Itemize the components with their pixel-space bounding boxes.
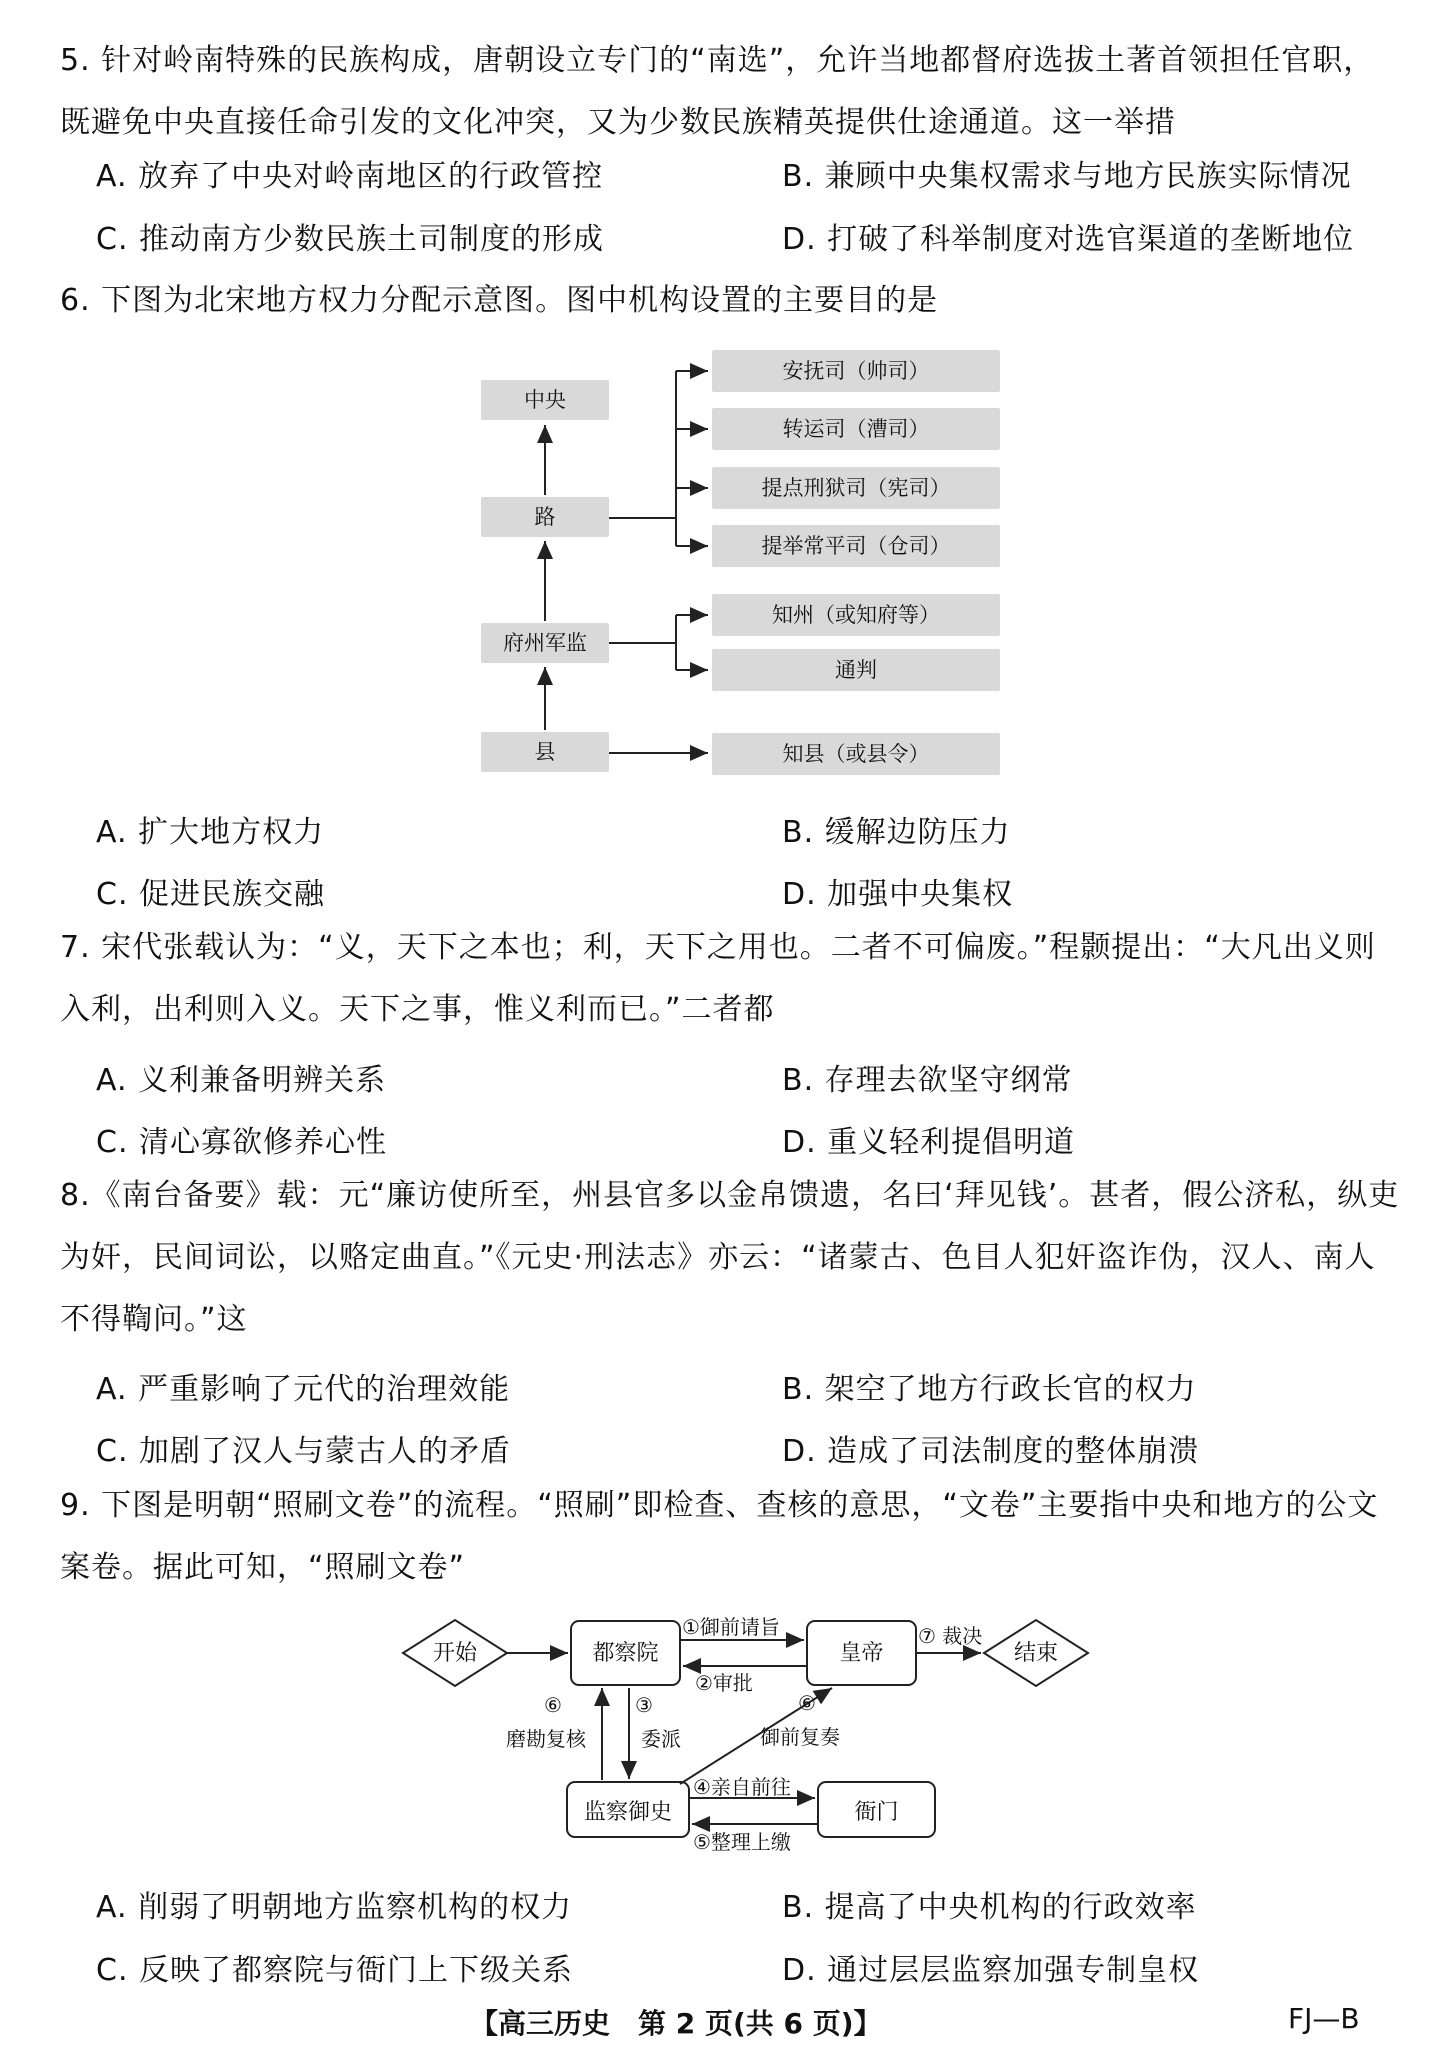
node-fuzhou: 府州军监 (481, 623, 609, 663)
branch-tidianxingyu: 提点刑狱司（宪司） (712, 467, 1000, 509)
question-6-stem: 6. 下图为北宋地方权力分配示意图。图中机构设置的主要目的是 (60, 283, 939, 318)
branch-zhixian: 知县（或县令） (712, 733, 1000, 775)
q5-option-d[interactable]: D. 打破了科举制度对选官渠道的垄断地位 (782, 222, 1355, 257)
flow-label-6b: ⑥ (798, 1691, 816, 1715)
flow-label-4: ④亲自前往 (693, 1775, 791, 1799)
flow-label-5: ⑤整理上缴 (693, 1830, 791, 1854)
flow-label-6a: ⑥ (544, 1693, 562, 1717)
q8-option-b[interactable]: B. 架空了地方行政长官的权力 (782, 1372, 1197, 1407)
q5-option-a[interactable]: A. 放弃了中央对岭南地区的行政管控 (96, 159, 604, 194)
flow-yamen: 衙门 (854, 1800, 899, 1825)
q9-option-c[interactable]: C. 反映了都察院与衙门上下级关系 (96, 1953, 574, 1988)
flow-end: 结束 (1013, 1641, 1058, 1666)
question-7-stem: 7. 宋代张载认为：“义，天下之本也；利，天下之用也。二者不可偏废。”程颢提出：“大凡出义则入利，出利则入义。天下之事，惟义利而已。”二者都 (60, 930, 1376, 1027)
q7-option-c[interactable]: C. 清心寡欲修养心性 (96, 1125, 388, 1160)
question-5-stem: 5. 针对岭南特殊的民族构成，唐朝设立专门的“南选”，允许当地都督府选拔土著首领担任官职，既避免中央直接任命引发的文化冲突，又为少数民族精英提供仕途通道。这一举措 (60, 43, 1375, 140)
q9-option-a[interactable]: A. 削弱了明朝地方监察机构的权力 (96, 1890, 573, 1925)
page-footer: 【高三历史 第 2 页(共 6 页)】 (470, 2007, 882, 2040)
flow-label-1: ①御前请旨 (682, 1615, 780, 1639)
q8-option-a[interactable]: A. 严重影响了元代的治理效能 (96, 1372, 511, 1407)
flow-start: 开始 (432, 1641, 477, 1666)
branch-zhuanyunsi: 转运司（漕司） (712, 408, 1000, 450)
q9-option-b[interactable]: B. 提高了中央机构的行政效率 (782, 1890, 1197, 1925)
node-central: 中央 (481, 380, 609, 420)
q7-option-d[interactable]: D. 重义轻利提倡明道 (782, 1125, 1076, 1160)
branch-anfusi: 安抚司（帅司） (712, 350, 1000, 392)
page-code: FJ—B (1288, 2002, 1360, 2035)
question-9-stem: 9. 下图是明朝“照刷文卷”的流程。“照刷”即检查、查核的意思，“文卷”主要指中央和地方的公文案卷。据此可知，“照刷文卷” (60, 1488, 1379, 1585)
q7-option-a[interactable]: A. 义利兼备明辨关系 (96, 1063, 387, 1098)
branch-tongpan: 通判 (712, 649, 1000, 691)
node-xian: 县 (481, 732, 609, 772)
flow-emperor: 皇帝 (839, 1641, 884, 1666)
q6-option-d[interactable]: D. 加强中央集权 (782, 877, 1014, 912)
q6-option-c[interactable]: C. 促进民族交融 (96, 877, 326, 912)
flow-jiancha: 监察御史 (583, 1800, 672, 1825)
branch-tijuchangping: 提举常平司（仓司） (712, 525, 1000, 567)
flow-label-2: ②审批 (695, 1671, 753, 1695)
flow-label-7: ⑦ 裁决 (918, 1624, 983, 1648)
q7-option-b[interactable]: B. 存理去欲坚守纲常 (782, 1063, 1073, 1098)
q6-option-a[interactable]: A. 扩大地方权力 (96, 815, 325, 850)
branch-zhizhou: 知州（或知府等） (712, 594, 1000, 636)
q5-option-b[interactable]: B. 兼顾中央集权需求与地方民族实际情况 (782, 159, 1352, 194)
q6-option-b[interactable]: B. 缓解边防压力 (782, 815, 1011, 850)
node-lu: 路 (481, 497, 609, 537)
q5-option-c[interactable]: C. 推动南方少数民族土司制度的形成 (96, 222, 605, 257)
flow-label-3: ③ (635, 1693, 653, 1717)
q8-option-c[interactable]: C. 加剧了汉人与蒙古人的矛盾 (96, 1434, 512, 1469)
q9-option-d[interactable]: D. 通过层层监察加强专制皇权 (782, 1953, 1200, 1988)
flow-label-3-text: 委派 (641, 1727, 681, 1751)
question-8-stem: 8.《南台备要》载：元“廉访使所至，州县官多以金帛馈遗，名曰‘拜见钱’。甚者，假公济私，纵吏为奸，民间词讼，以赂定曲直。”《元史·刑法志》亦云：“诸蒙古、色目人犯奸盗诈伪，汉人、南人不得鞫问。”这 (60, 1178, 1400, 1337)
q8-option-d[interactable]: D. 造成了司法制度的整体崩溃 (782, 1434, 1200, 1469)
flow-label-6a-text: 磨勘复核 (506, 1727, 586, 1751)
flow-duchayuan: 都察院 (592, 1641, 659, 1666)
flow-label-6b-text: 御前复奏 (760, 1725, 840, 1749)
